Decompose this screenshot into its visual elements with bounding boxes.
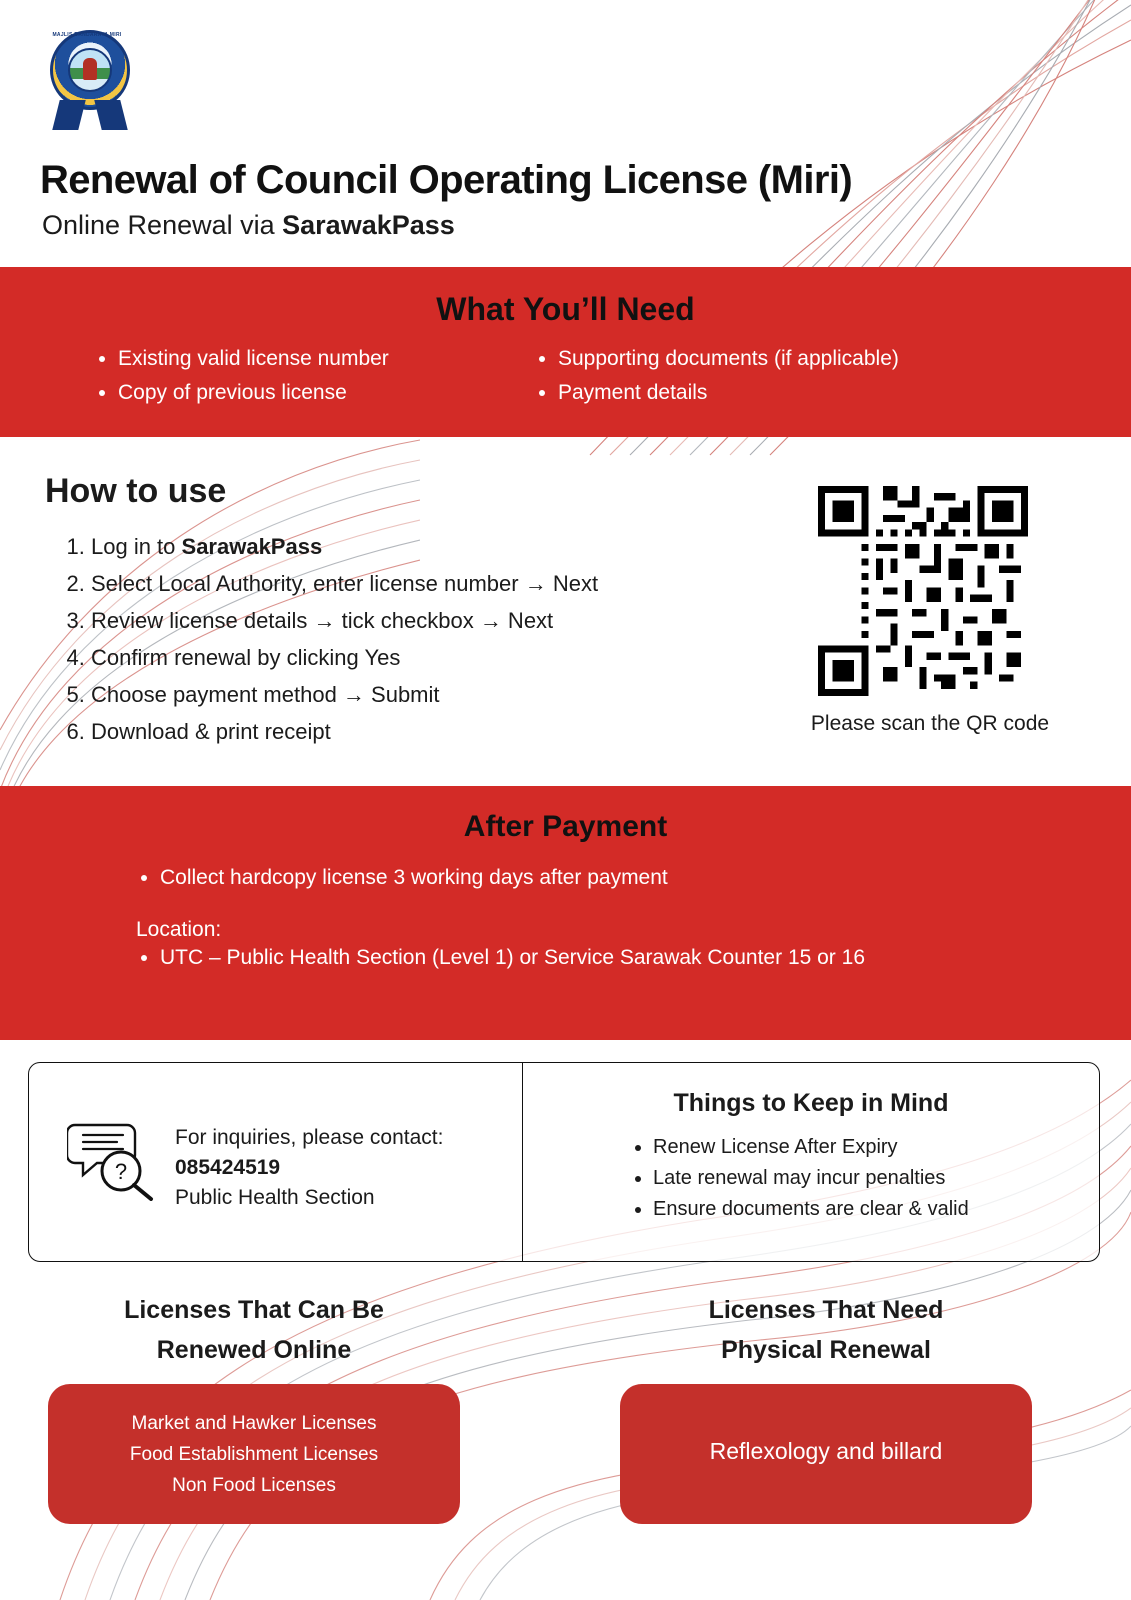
list-item: 5. Choose payment method → Submit <box>91 676 785 713</box>
list-item: • Late renewal may incur penalties <box>653 1163 1099 1194</box>
list-item: 2. Select Local Authority, enter license number → Next <box>91 565 785 602</box>
physical-licenses-heading-line1: Licenses That Need <box>708 1296 944 1324</box>
what-you-need-columns <box>0 328 1131 410</box>
location-items <box>0 946 1131 970</box>
list-item: • Copy of previous license <box>118 376 514 410</box>
list-item: Food Establishment Licenses <box>129 1444 379 1465</box>
list-item: • Existing valid license number <box>118 342 514 376</box>
list-item: 4. Confirm renewal by clicking Yes <box>91 639 785 676</box>
list-item: • Payment details <box>558 376 1044 410</box>
after-payment-heading: After Payment <box>463 810 668 843</box>
online-licenses-pill <box>48 1384 460 1524</box>
page-title: Renewal of Council Operating License (Miri) <box>40 158 853 202</box>
contact-line-1: For inquiries, please contact: <box>175 1126 444 1149</box>
list-item: • Ensure documents are clear & valid <box>653 1194 1099 1225</box>
location-label: Location: <box>136 918 222 941</box>
council-logo <box>42 24 140 134</box>
list-item: • Collect hardcopy license 3 working days after payment <box>160 866 1131 890</box>
online-licenses-heading-line1: Licenses That Can Be <box>124 1296 384 1324</box>
list-item: 6. Download & print receipt <box>91 713 785 750</box>
what-you-need-section <box>0 267 1131 437</box>
inquiry-question-icon <box>67 1115 167 1201</box>
subtitle-prefix: Online Renewal via <box>42 210 283 240</box>
subtitle-brand: SarawakPass <box>282 210 455 240</box>
how-to-use-steps <box>45 528 785 750</box>
physical-licenses-pill <box>620 1384 1032 1524</box>
online-licenses-heading <box>48 1290 460 1370</box>
online-licenses-heading-line2: Renewed Online <box>156 1336 352 1364</box>
list-item <box>91 528 785 565</box>
logo-figure-icon <box>83 58 97 80</box>
qr-code-icon[interactable] <box>818 486 1028 696</box>
physical-licenses-column <box>620 1290 1032 1524</box>
online-licenses-column <box>48 1290 460 1524</box>
list-item: Reflexology and billard <box>709 1438 943 1464</box>
after-payment-items <box>0 866 1131 890</box>
contact-details <box>175 1123 443 1213</box>
list-item: • UTC – Public Health Section (Level 1) or Service Sarawak Counter 15 or 16 <box>160 946 1131 970</box>
svg-text:?: ? <box>114 1159 128 1184</box>
list-item: Non Food Licenses <box>172 1475 336 1496</box>
list-item: Market and Hawker Licenses <box>131 1413 377 1434</box>
what-you-need-right-column <box>524 342 1044 410</box>
keep-in-mind-panel <box>523 1063 1099 1261</box>
physical-licenses-heading <box>620 1290 1032 1370</box>
what-you-need-heading: What You’ll Need <box>436 291 695 327</box>
qr-caption: Please scan the QR code <box>810 712 1050 735</box>
after-payment-section <box>0 786 1131 1040</box>
info-card <box>28 1062 1100 1262</box>
keep-in-mind-items <box>523 1132 1099 1225</box>
physical-licenses-heading-line2: Physical Renewal <box>721 1336 931 1364</box>
contact-panel <box>29 1063 523 1261</box>
list-item: • Renew License After Expiry <box>653 1132 1099 1163</box>
page-subtitle <box>42 210 455 241</box>
how-to-use-heading: How to use <box>45 472 227 510</box>
step-bold: SarawakPass <box>181 534 323 559</box>
keep-in-mind-heading: Things to Keep in Mind <box>673 1089 949 1117</box>
logo-text: MAJLIS BANDARAYA MIRI <box>52 32 122 38</box>
contact-phone[interactable]: 085424519 <box>175 1156 281 1179</box>
list-item: 3. Review license details → tick checkbox → Next <box>91 602 785 639</box>
logo-ribbon-icon <box>54 100 126 130</box>
what-you-need-left-column <box>84 342 514 410</box>
list-item: • Supporting documents (if applicable) <box>558 342 1044 376</box>
contact-department: Public Health Section <box>175 1186 375 1209</box>
step-text: Log in to <box>91 534 182 559</box>
